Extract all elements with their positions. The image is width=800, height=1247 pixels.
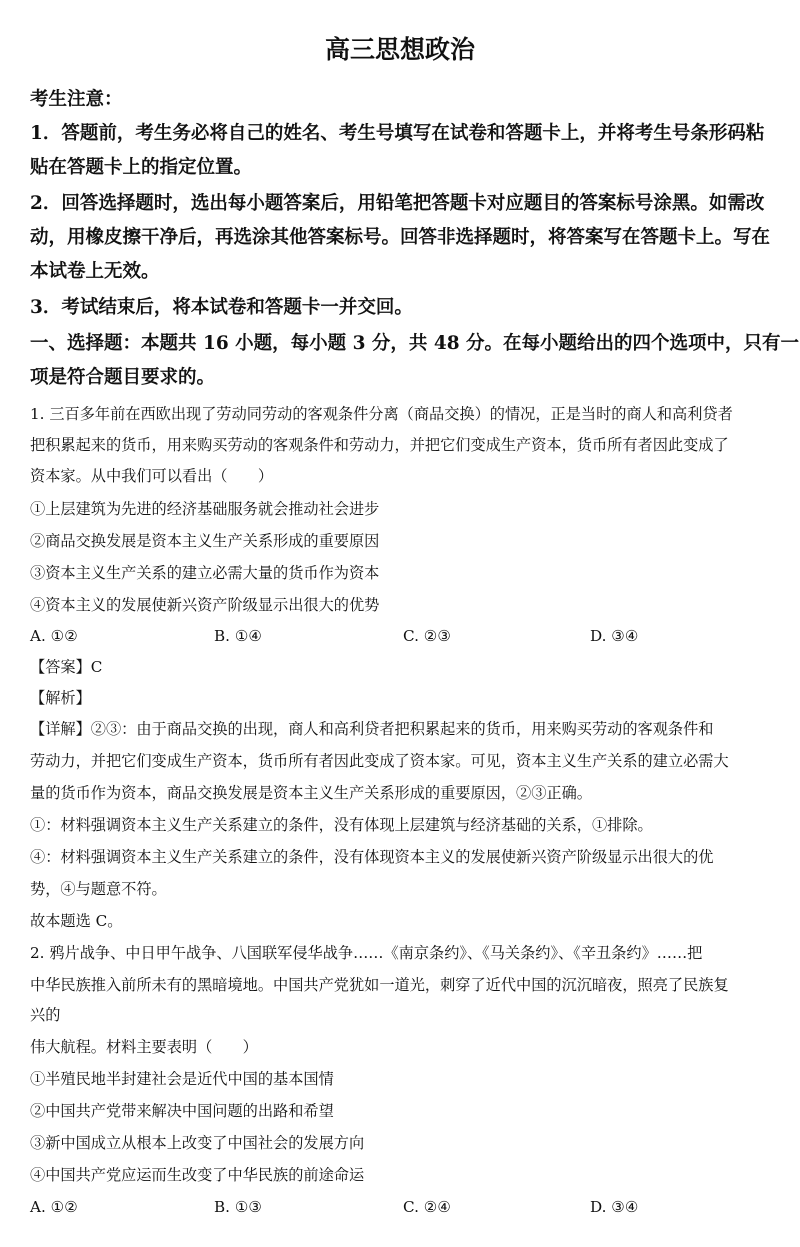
page-title: 高三思想政治 [324, 35, 475, 64]
q1-explanation: ④：材料强调资本主义生产关系建立的条件，没有体现资本主义的发展使新兴资产阶级显示出很大的优 [30, 848, 714, 866]
q1-explanation: 量的货币作为资本，商品交换发展是资本主义生产关系形成的重要原因，②③正确。 [30, 784, 592, 802]
q2-option-a: A. ①② [30, 1198, 78, 1216]
q1-explanation: 势，④与题意不符。 [30, 880, 167, 898]
q1-statement: ③资本主义生产关系的建立必需大量的货币作为资本 [30, 564, 380, 582]
q1-statement: ①上层建筑为先进的经济基础服务就会推动社会进步 [30, 500, 380, 518]
q1-statement: ②商品交换发展是资本主义生产关系形成的重要原因 [30, 532, 380, 550]
q2-statement: ①半殖民地半封建社会是近代中国的基本国情 [30, 1070, 334, 1088]
q2-stem: 兴的 [30, 1006, 61, 1024]
notice-line: 2．回答选择题时，选出每小题答案后，用铅笔把答题卡对应题目的答案标号涂黑。如需改 [30, 193, 765, 214]
q1-option-b: B. ①④ [214, 627, 263, 645]
q2-option-b: B. ①③ [214, 1198, 263, 1216]
notice-line: 动，用橡皮擦干净后，再选涂其他答案标号。回答非选择题时，将答案写在答题卡上。写在 [30, 227, 771, 248]
q1-statement: ④资本主义的发展使新兴资产阶级显示出很大的优势 [30, 596, 380, 614]
q2-option-c: C. ②④ [403, 1198, 451, 1216]
q1-explanation: 劳动力，并把它们变成生产资本，货币所有者因此变成了资本家。可见，资本主义生产关系的建立必需大 [30, 752, 729, 770]
notice-line: 1．答题前，考生务必将自己的姓名、考生号填写在试卷和答题卡上，并将考生号条形码粘 [30, 123, 765, 144]
q2-statement: ③新中国成立从根本上改变了中国社会的发展方向 [30, 1134, 365, 1152]
notice-line: 贴在答题卡上的指定位置。 [30, 157, 253, 178]
q2-stem: 伟大航程。材料主要表明（ ） [30, 1038, 258, 1056]
q1-analysis-label: 【解析】 [30, 689, 91, 707]
q1-option-d: D. ③④ [590, 627, 639, 645]
section-heading: 项是符合题目要求的。 [30, 367, 216, 388]
q1-option-a: A. ①② [30, 627, 78, 645]
q1-explanation: 【详解】②③：由于商品交换的出现，商人和高利贷者把积累起来的货币，用来购买劳动的客观条件和 [30, 720, 714, 738]
q1-option-c: C. ②③ [403, 627, 451, 645]
q1-answer: 【答案】C [30, 658, 103, 676]
q1-stem: 把积累起来的货币，用来购买劳动的客观条件和劳动力，并把它们变成生产资本，货币所有者因此变成了 [30, 436, 729, 454]
q2-option-d: D. ③④ [590, 1198, 639, 1216]
q2-stem: 2. 鸦片战争、中日甲午战争、八国联军侵华战争……《南京条约》、《马关条约》、《辛丑条约》……把 [30, 944, 703, 962]
q1-explanation: ①：材料强调资本主义生产关系建立的条件，没有体现上层建筑与经济基础的关系，①排除。 [30, 816, 653, 834]
q1-stem: 资本家。从中我们可以看出（ ） [30, 467, 273, 485]
notice-line: 本试卷上无效。 [30, 261, 160, 282]
q2-statement: ④中国共产党应运而生改变了中华民族的前途命运 [30, 1166, 365, 1184]
q2-stem: 中华民族推入前所未有的黑暗境地。中国共产党犹如一道光，刺穿了近代中国的沉沉暗夜，照亮了民族复 [30, 976, 729, 994]
q2-statement: ②中国共产党带来解决中国问题的出路和希望 [30, 1102, 334, 1120]
q1-explanation: 故本题选 C。 [30, 912, 123, 930]
section-heading: 一、选择题：本题共 16 小题，每小题 3 分，共 48 分。在每小题给出的四个选项中，只有一 [30, 333, 800, 354]
q1-stem: 1. 三百多年前在西欧出现了劳动同劳动的客观条件分离（商品交换）的情况，正是当时的商人和高利贷者 [30, 405, 733, 423]
notice-heading: 考生注意： [30, 89, 123, 110]
notice-line: 3．考试结束后，将本试卷和答题卡一并交回。 [30, 297, 413, 318]
